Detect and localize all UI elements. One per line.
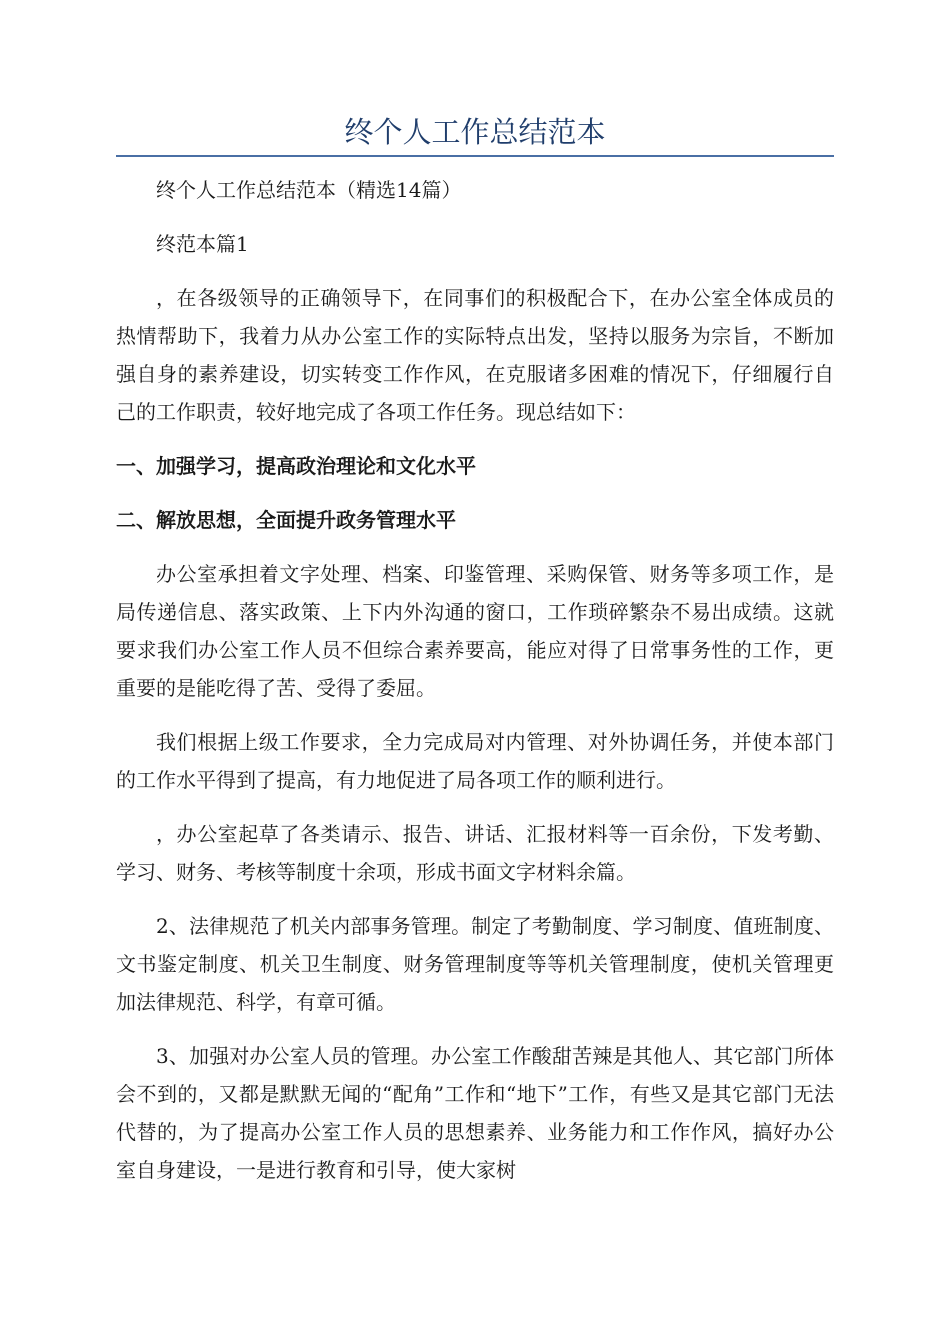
section-heading: 二、解放思想，全面提升政务管理水平 xyxy=(116,508,456,532)
body-paragraph: ，在各级领导的正确领导下，在同事们的积极配合下，在办公室全体成员的热情帮助下，我着力从办公室工作的实际特点出发，坚持以服务为宗旨，不断加强自身的素养建设，切实转变工作作风，在克服诸多困难的情况下，仔细履行自己的工作职责，较好地完成了各项工作任务。现总结如下： xyxy=(116,286,834,424)
document-body xyxy=(116,171,834,1205)
document-title: 终个人工作总结范本 xyxy=(344,115,606,149)
body-paragraph: 我们根据上级工作要求，全力完成局对内管理、对外协调任务，并使本部门的工作水平得到了提高，有力地促进了局各项工作的顺利进行。 xyxy=(116,730,834,792)
body-paragraph: 办公室承担着文字处理、档案、印鉴管理、采购保管、财务等多项工作，是局传递信息、落实政策、上下内外沟通的窗口，工作琐碎繁杂不易出成绩。这就要求我们办公室工作人员不但综合素养要高，能应对得了日常事务性的工作，更重要的是能吃得了苦、受得了委屈。 xyxy=(116,562,834,700)
body-paragraph: 3、加强对办公室人员的管理。办公室工作酸甜苦辣是其他人、其它部门所体会不到的，又都是默默无闻的“配角”工作和“地下”工作，有些又是其它部门无法代替的，为了提高办公室工作人员的思想素养、业务能力和工作作风，搞好办公室自身建设，一是进行教育和引导，使大家树 xyxy=(116,1044,834,1182)
title-underline xyxy=(116,155,834,157)
section-label: 终范本篇1 xyxy=(156,232,249,256)
body-paragraph: 2、法律规范了机关内部事务管理。制定了考勤制度、学习制度、值班制度、文书鉴定制度、机关卫生制度、财务管理制度等等机关管理制度，使机关管理更加法律规范、科学，有章可循。 xyxy=(116,914,834,1014)
document-subtitle: 终个人工作总结范本（精选14篇） xyxy=(156,178,462,202)
section-heading: 一、加强学习，提高政治理论和文化水平 xyxy=(116,454,476,478)
body-paragraph: ，办公室起草了各类请示、报告、讲话、汇报材料等一百余份，下发考勤、学习、财务、考核等制度十余项，形成书面文字材料余篇。 xyxy=(116,822,834,884)
